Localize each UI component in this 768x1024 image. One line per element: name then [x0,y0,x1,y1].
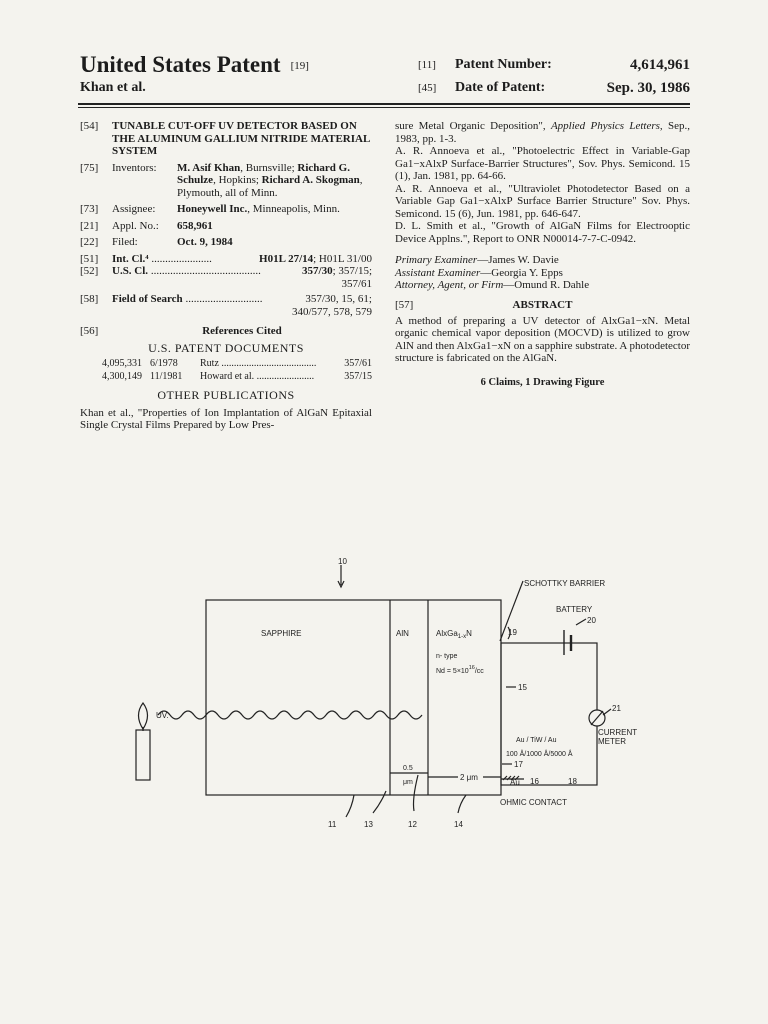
ref-21: 21 [612,704,621,713]
ref-16: 16 [530,777,539,786]
filed-date: Oct. 9, 1984 [177,236,233,248]
patent-ref-class: 357/15 [344,370,372,382]
flame-icon [139,703,148,729]
date-row [418,80,690,100]
detector-diagram [128,555,668,835]
assignee-field: [73] Assignee: Honeywell Inc., Minneapolis, Minn. [80,203,372,216]
dim-2-label: 2 μm [460,773,478,782]
right-column [395,120,690,389]
patent-ref-class: 357/61 [344,358,372,369]
patent-ref-name: Howard et al. ....................... [200,370,315,382]
label-current: CURRENT [598,728,638,737]
ref-14-leader [458,795,466,813]
dim-um-label: μm [403,779,413,786]
date-label: Date of Patent: [455,80,546,95]
label-uv: UV. [156,711,169,720]
ref-13: 13 [364,820,373,829]
assignee: Honeywell Inc., Minneapolis, Minn. [177,203,340,215]
patent-title: United States Patent [19] [80,52,309,77]
ref-17: 17 [514,760,523,769]
ref-21-leader [603,709,611,715]
field-of-search: 357/30, 15, 61; [305,293,372,305]
patent-row [80,371,372,384]
publication-2: A. R. Annoeva et al., "Photoelectric Effect in Variable-Gap Ga1−xAlxP Surface-Barrier Structures", Sov. Phys. Semicond. 15 (1), Jan. 1981, pp. 64-66. [395,145,690,182]
field-of-search-line2: 340/577, 578, 579 [291,305,372,318]
ref-20-leader [576,619,586,625]
patent-number-code: [11] [418,59,436,71]
label-sapphire: SAPPHIRE [261,629,302,638]
patent-row [80,358,372,371]
patent-number-row [418,57,690,77]
examiners [395,254,690,292]
dim-05-label: 0.5 [403,765,413,772]
label-meter: METER [598,737,626,746]
drawing-figure [128,555,668,835]
ref-15: 15 [518,683,527,692]
invention-title-field: [54] TUNABLE CUT-OFF UV DETECTOR BASED ON THE ALUMINUM GALLIUM NITRIDE MATERIAL SYSTEM [80,120,372,158]
patent-number-label: Patent Number: [455,57,552,72]
invention-title: TUNABLE CUT-OFF UV DETECTOR BASED ON THE ALUMINUM GALLIUM NITRIDE MATERIAL SYSTEM [112,120,370,157]
ref-14: 14 [454,820,463,829]
patent-ref-date: 6/1978 [150,358,178,369]
field-of-search-row: [58] Field of Search ............................ 357/30, 15, 61; [80,293,372,305]
int-cl-row: [51] Int. Cl.⁴ ...................... H01L 27/14; H01L 31/00 [80,252,372,265]
other-publication-text: Khan et al., "Properties of Ion Implantation of AlGaN Epitaxial Single Crystal Films Prepared by Low Pres- [80,406,372,431]
publication-4: D. L. Smith et al., "Growth of AlGaN Films for Electrooptic Device Applns.", Report to ONR N00014-7-7-C-0942. [395,220,690,245]
ref-12: 12 [408,820,417,829]
authors: Khan et al. [80,80,146,95]
abstract-text: A method of preparing a UV detector of AlxGa1−xN. Metal organic chemical vapor deposition (MOCVD) is utilized to grow AlN and then AlxGa1−xN on a sapphire substrate. A photodetector structure is fabricated on the AlGaN. [395,314,690,364]
label-schottky-barrier: SCHOTTKY BARRIER [524,579,606,588]
us-docs-heading: U.S. PATENT DOCUMENTS [148,340,304,355]
date-code: [45] [418,82,437,94]
inventors-field: [75] Inventors: M. Asif Khan, Burnsville; Richard G. Schulze, Hopkins; Richard A. Skogman, Plymouth, all of Minn. [80,162,372,200]
us-cl-line2: 357/61 [341,277,372,290]
ref-11: 11 [328,820,337,829]
patent-number: 4,614,961 [630,57,690,73]
filed-field: [22] Filed: Oct. 9, 1984 [80,236,372,249]
other-publications-heading: OTHER PUBLICATIONS [157,388,295,402]
label-n-type: n- type [436,653,458,660]
assistant-examiner: Assistant Examiner—Georgia Y. Epps [395,266,563,279]
ref-12-leader [414,775,419,811]
biblio-column [80,120,372,432]
title-code: [19] [290,60,309,72]
patent-ref-date: 11/1981 [150,370,183,382]
label-thicknesses: 100 Å/1000 Å/5000 Å [506,751,573,758]
header-rule-thin [78,107,690,108]
us-cl: 357/30; 357/15; [302,265,372,277]
abstract-heading: [57] ABSTRACT [395,298,573,311]
patent-list [80,358,372,383]
inventors: M. Asif Khan, Burnsville; Richard G. Schulze, Hopkins; Richard A. Skogman, Plymouth, all of Minn. [177,161,363,199]
patent-date: Sep. 30, 1986 [606,80,690,96]
ref-19: 19 [508,628,517,637]
publication-1: sure Metal Organic Deposition", Applied Physics Letters, Sep., 1983, pp. 1-3. [395,120,690,145]
patent-ref-number: 4,300,149 [102,370,142,382]
appl-field: [21] Appl. No.: 658,961 [80,220,372,233]
label-aln: AlN [396,629,409,638]
references-heading: [56] References Cited [80,325,282,337]
us-cl-row: [52] U.S. Cl. ........................................ 357/30; 357/15; [80,265,372,277]
label-algan: AlxGa$_{1-x}$N [436,629,472,640]
label-battery: BATTERY [556,605,593,614]
label-ohmic-contact: OHMIC CONTACT [500,798,567,807]
claims-count: 6 Claims, 1 Drawing Figure [480,376,605,388]
label-au: Au [510,778,520,787]
patent-ref-name: Rutz ...................................... [200,358,317,369]
attorney: Attorney, Agent, or Firm—Omund R. Dahle [395,279,590,291]
ref-10: 10 [338,557,347,566]
header-rule [78,103,690,105]
label-doping: $Nd = 5\times 10^{16}/cc$ [436,665,484,675]
int-cl: H01L 27/14; H01L 31/00 [259,252,372,265]
primary-examiner: Primary Examiner—James W. Davie [395,254,559,266]
candle-body [136,730,150,780]
appl-no: 658,961 [177,219,213,232]
ref-13-leader [373,791,386,813]
label-contact-metals: Au / TiW / Au [516,737,557,744]
ref-18: 18 [568,777,577,786]
ref-20: 20 [587,616,596,625]
publication-3: A. R. Annoeva et al., "Ultraviolet Photodetector Based on a Variable Gap Ga1−xAlxP Surface Barrier Structure" Sov. Phys. Semicond. 15 (6), Jun. 1981, pp. 646-647. [395,182,690,220]
ref-11-leader [346,795,354,817]
patent-ref-number: 4,095,331 [102,358,142,369]
uv-light-wave [158,711,422,719]
